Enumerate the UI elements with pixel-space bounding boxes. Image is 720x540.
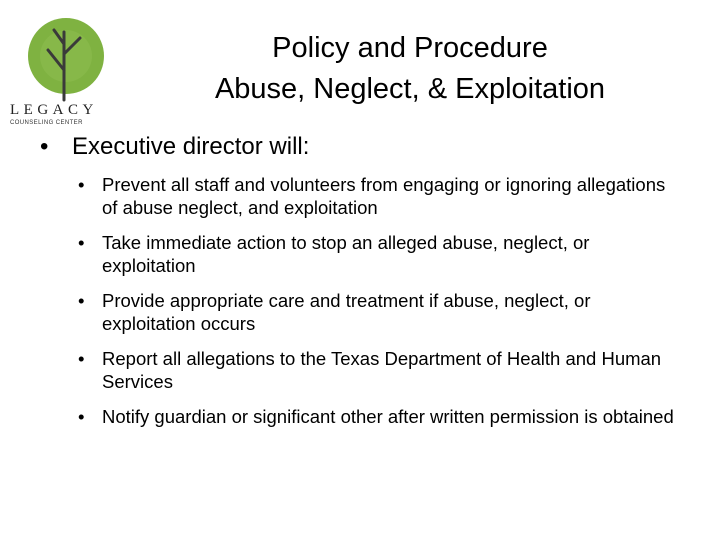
main-bullet-text: Executive director will:: [72, 133, 310, 160]
list-item: [78, 405, 678, 451]
logo-subtitle: COUNSELING CENTER: [10, 120, 83, 126]
bullet-marker: •: [78, 232, 85, 253]
list-item-text: Provide appropriate care and treatment if abuse, neglect, or exploitation occurs: [102, 290, 591, 334]
slide-title: [110, 28, 710, 110]
list-item: [78, 231, 678, 277]
list-item-text: Report all allegations to the Texas Department of Health and Human Services: [102, 348, 662, 392]
tree-icon: [4, 14, 104, 104]
list-item: [78, 347, 678, 393]
bullet-marker: •: [78, 406, 85, 427]
legacy-logo: [4, 14, 104, 126]
list-item: [78, 289, 678, 335]
list-item-text: Prevent all staff and volunteers from engaging or ignoring allegations of abuse neglect, and exploitation: [102, 174, 666, 218]
logo-name: LEGACY: [10, 102, 98, 118]
list-item: [78, 173, 678, 219]
bullet-marker: •: [78, 348, 85, 369]
title-line-1: Policy and Procedure: [272, 32, 548, 64]
list-item-text: Notify guardian or significant other after written permission is obtained: [102, 406, 674, 427]
bullet-marker: •: [40, 133, 49, 160]
bullet-marker: •: [78, 290, 85, 311]
bullet-marker: •: [78, 174, 85, 195]
list-item-text: Take immediate action to stop an alleged abuse, neglect, or exploitation: [102, 232, 590, 276]
sub-bullet-list: [78, 173, 678, 463]
title-line-2: Abuse, Neglect, & Exploitation: [214, 73, 606, 105]
